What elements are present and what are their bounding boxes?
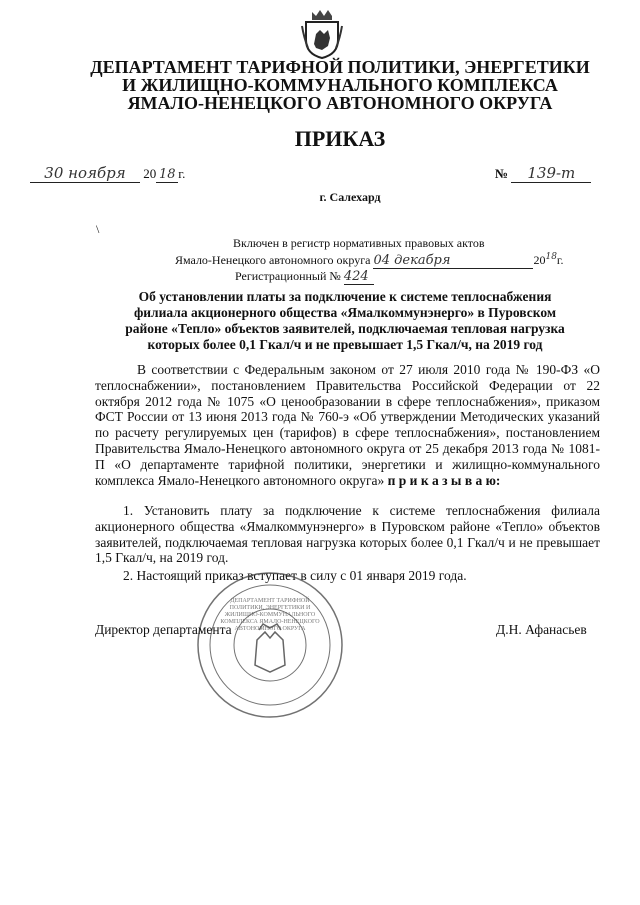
preamble-text: В соответствии с Федеральным законом от 27 июля 2010 года № 190-ФЗ «О теплоснабжении», постановлением Правительства Российской Федерации от 22 октября 2012 года № 1075 «О ценообразовании в сфере теплоснабжения», приказом ФСТ России от 13 июня 2013 года № 760-э «Об утверждении Методических указаний по расчету регулируемых цен (тарифов) в сфере теплоснабжения», постановлением Правительства Ямало-Ненецкого автономного округа от 25 декабря 2013 года № 1081-П «О департаменте тарифной политики, энергетики и жилищно-коммунального комплекса Ямало-Ненецкого автономного округа» (95, 362, 600, 488)
department-line-3: ЯМАЛО-НЕНЕЦКОГО АВТОНОМНОГО ОКРУГА (127, 93, 553, 113)
margin-mark: \ (96, 222, 100, 236)
registry-line-3 (155, 269, 615, 285)
order-word: п р и к а з ы в а ю: (387, 472, 501, 488)
registry-line-2 (155, 250, 615, 269)
document-type-title: ПРИКАЗ (294, 126, 386, 151)
order-item-1: 1. Установить плату за подключение к системе теплоснабжения филиала акционерного общества «Ямалкоммунэнерго» в Пуровском районе «Тепло» объектов заявителей, подключаемая тепловая нагрузка которых более 0,1 Гкал/ч и не превышает 1,5 Гкал/ч, на 2019 год. (95, 503, 600, 566)
order-number-handwritten: 139-т (511, 164, 591, 183)
registry-block (155, 236, 615, 285)
registry-year-handwritten: 18 (545, 252, 557, 262)
order-title-line-1: Об установлении платы за подключение к системе теплоснабжения (138, 289, 552, 304)
order-date (30, 164, 270, 183)
order-title-line-2: филиала акционерного общества «Ямалкоммунэнерго» в Пуровском (133, 305, 557, 320)
registry-number-label: Регистрационный № (235, 269, 341, 283)
preamble-paragraph (95, 362, 600, 488)
department-name (40, 58, 640, 112)
order-number-prefix: № (495, 166, 509, 181)
signatory-name: Д.Н. Афанасьев (496, 622, 587, 637)
registry-number-handwritten: 424 (344, 270, 374, 285)
order-item-2: 2. Настоящий приказ вступает в силу с 01 января 2019 года. (123, 568, 467, 583)
signatory-position: Директор департамента (95, 622, 232, 637)
order-year-handwritten: 18 (156, 167, 178, 183)
department-line-1: ДЕПАРТАМЕНТ ТАРИФНОЙ ПОЛИТИКИ, ЭНЕРГЕТИКИ (90, 57, 590, 77)
city: г. Салехард (319, 190, 381, 204)
registry-year-suffix: г. (556, 253, 564, 267)
registry-date-handwritten: 04 декабря (373, 254, 533, 269)
order-date-handwritten: 30 ноября (30, 164, 140, 183)
order-year-prefix: 20 (143, 166, 157, 181)
registry-line-1: Включен в регистр нормативных правовых актов (233, 236, 485, 250)
order-title-line-3: районе «Тепло» объектов заявителей, подключаемая тепловая нагрузка (125, 321, 565, 336)
coat-of-arms-emblem (300, 8, 344, 60)
department-line-2: И ЖИЛИЩНО-КОММУНАЛЬНОГО КОМПЛЕКСА (122, 75, 558, 95)
order-year-suffix: г. (178, 166, 186, 181)
seal-ring-text: ДЕПАРТАМЕНТ ТАРИФНОЙ ПОЛИТИКИ, ЭНЕРГЕТИКИ И ЖИЛИЩНО-КОММУНАЛЬНОГО КОМПЛЕКСА ЯМАЛО-НЕНЕЦКОГО АВТОНОМНОГО ОКРУГА (220, 598, 320, 632)
official-seal (195, 570, 345, 720)
order-title-line-4: которых более 0,1 Гкал/ч и не превышает 1,5 Гкал/ч, на 2019 год (147, 337, 543, 352)
order-title (70, 289, 620, 353)
registry-year-prefix: 20 (533, 253, 546, 267)
order-number (495, 164, 625, 183)
registry-region: Ямало-Ненецкого автономного округа (175, 253, 371, 267)
